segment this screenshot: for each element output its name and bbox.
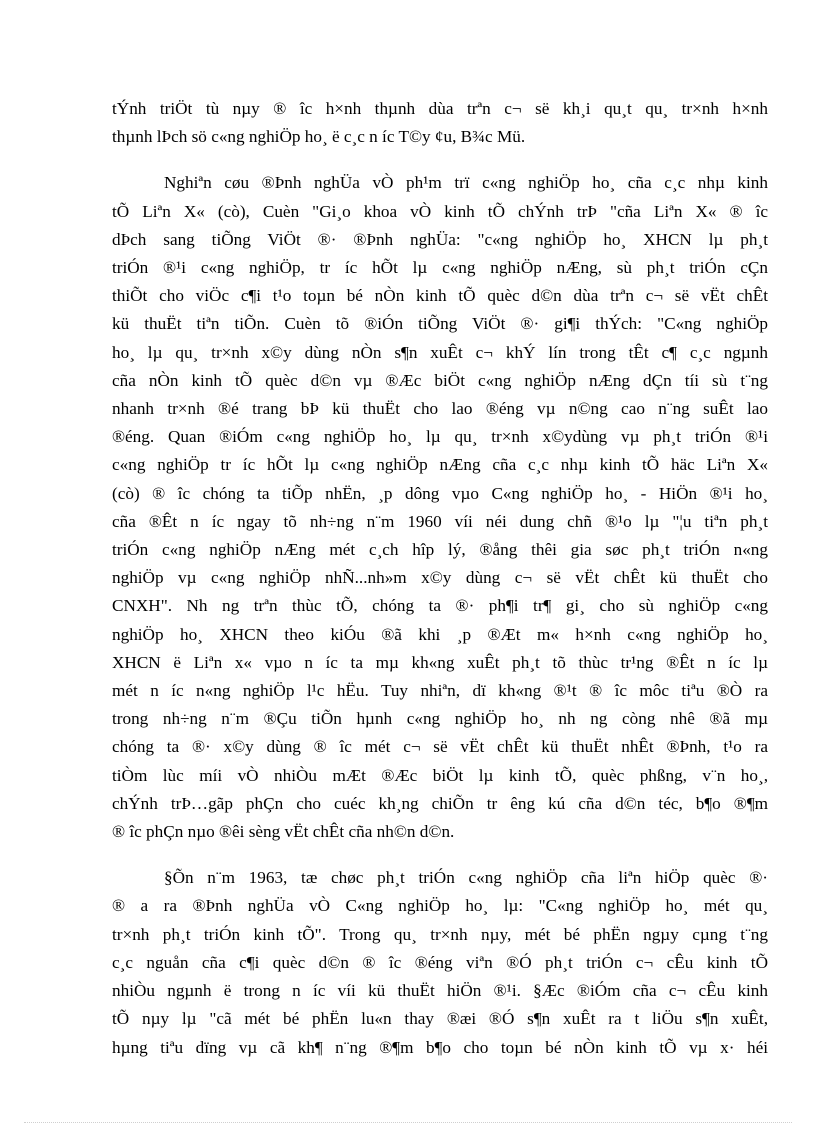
text-line: cña ®Êt n íc ngay tõ nh÷ng n¨m 1960 víi néi dung chñ ®¹o lµ "¦u tiªn ph¸t: [112, 511, 768, 531]
text-line: ® îc phÇn nµo ®êi sèng vËt chÊt cña nh©n d©n.: [112, 822, 455, 842]
document-body: [112, 95, 768, 1062]
text-line: tr×nh ph¸t triÓn kinh tÕ". Trong qu¸ tr×nh nµy, mét bé phËn ngµy cµng t¨ng: [112, 924, 768, 944]
text-line: tiÒm lùc míi vÒ nhiÒu mÆt ®Æc biÖt lµ kinh tÕ, quèc phßng, v¨n ho¸,: [112, 765, 768, 785]
text-line: tÕ Liªn X« (cò), Cuèn "Gi¸o khoa vÒ kinh tÕ chÝnh trÞ "cña Liªn X« ® îc: [112, 201, 768, 221]
text-line: §Õn n¨m 1963, tæ chøc ph¸t triÓn c«ng nghiÖp cña liªn hiÖp quèc ®·: [164, 868, 768, 888]
text-line: triÓn ®¹i c«ng nghiÖp, tr íc hÕt lµ c«ng nghiÖp nÆng, sù ph¸t triÓn cÇn: [112, 258, 768, 278]
text-line: mét n íc n«ng nghiÖp l¹c hËu. Tuy nhiªn, dï kh«ng ®¹t ® îc môc tiªu ®Ò ra: [112, 681, 768, 701]
text-line: chóng ta ®· x©y dùng ® îc mét c¬ së vËt chÊt kü thuËt nhÊt ®Þnh, t¹o ra: [112, 737, 768, 757]
text-line: triÓn c«ng nghiÖp nÆng mét c¸ch hîp lý, ®ång thêi gia søc ph¸t triÓn n«ng: [112, 540, 768, 560]
text-line: thiÕt cho viÖc c¶i t¹o toµn bé nÒn kinh tÕ quèc d©n dùa trªn c¬ së vËt chÊt: [112, 286, 768, 306]
text-line: nghiÖp ho¸ XHCN theo kiÓu ®ã khi ¸p ®Æt m« h×nh c«ng nghiÖp ho¸: [112, 624, 768, 644]
text-line: kü thuËt tiªn tiÕn. Cuèn tõ ®iÓn tiÕng ViÖt ®· gi¶i thÝch: "C«ng nghiÖp: [112, 314, 768, 334]
paragraph-1: [112, 95, 768, 151]
text-line: CNXH". Nh ng trªn thùc tÕ, chóng ta ®· ph¶i tr¶ gi¸ cho sù nghiÖp c«ng: [112, 596, 768, 616]
text-line: (cò) ® îc chóng ta tiÕp nhËn, ¸p dông vµo C«ng nghiÖp ho¸ - HiÖn ®¹i ho¸: [112, 483, 768, 503]
text-line: ho¸ lµ qu¸ tr×nh x©y dùng nÒn s¶n xuÊt c¬ khÝ lín trong tÊt c¶ c¸c ngµnh: [112, 342, 768, 362]
text-line: c¸c nguån cña c¶i quèc d©n ® îc ®éng viªn ®Ó ph¸t triÓn c¬ cÊu kinh tÕ: [112, 952, 768, 972]
text-line: cña nÒn kinh tÕ quèc d©n vµ ®Æc biÖt c«ng nghiÖp nÆng dÇn tíi sù t¨ng: [112, 370, 768, 390]
paragraph-spacer: [112, 151, 768, 169]
text-line: trong nh÷ng n¨m ®Çu tiÕn hµnh c«ng nghiÖp ho¸ nh ng còng nhê ®ã mµ: [112, 709, 768, 729]
text-line: chÝnh trÞ…gãp phÇn cho cuéc kh¸ng chiÕn tr êng kú cña d©n téc, b¶o ®¶m: [112, 793, 768, 813]
text-line: XHCN ë Liªn x« vµo n íc ta mµ kh«ng xuÊt ph¸t tõ thùc tr¹ng ®Êt n íc lµ: [112, 652, 768, 672]
text-line: thµnh lÞch sö c«ng nghiÖp ho¸ ë c¸c n íc T©y ¢u, B¾c Mü.: [112, 127, 526, 147]
text-line: nhanh tr×nh ®é trang bÞ kü thuËt cho lao ®éng vµ n©ng cao n¨ng suÊt lao: [112, 399, 768, 419]
text-line: nhiÒu ngµnh ë trong n íc víi kü thuËt hiÖn ®¹i. §Æc ®iÓm cña c¬ cÊu kinh: [112, 981, 768, 1001]
text-line: ® a ra ®Þnh nghÜa vÒ C«ng nghiÖp ho¸ lµ: "C«ng nghiÖp ho¸ mét qu¸: [112, 896, 768, 916]
text-line: tÝnh triÖt tù nµy ® îc h×nh thµnh dùa trªn c¬ së kh¸i qu¸t qu¸ tr×nh h×nh: [112, 99, 768, 118]
text-line: hµng tiªu dïng vµ cã kh¶ n¨ng ®¶m b¶o cho toµn bé nÒn kinh tÕ vµ x· héi: [112, 1037, 768, 1057]
text-line: dÞch sang tiÕng ViÖt ®· ®Þnh nghÜa: "c«ng nghiÖp ho¸ XHCN lµ ph¸t: [112, 229, 768, 249]
text-line: ®éng. Quan ®iÓm c«ng nghiÖp ho¸ lµ qu¸ tr×nh x©ydùng vµ ph¸t triÓn ®¹i: [112, 427, 768, 447]
text-line: tÕ nµy lµ "cã mét bé phËn lu«n thay ®æi ®Ó s¶n xuÊt ra t liÖu s¶n xuÊt,: [112, 1009, 768, 1029]
text-line: nghiÖp vµ c«ng nghiÖp nhÑ...nh»m x©y dùng c¬ së vËt chÊt kü thuËt cho: [112, 568, 768, 588]
text-line: Nghiªn cøu ®Þnh nghÜa vÒ ph¹m trï c«ng nghiÖp ho¸ cña c¸c nhµ kinh: [164, 173, 768, 193]
text-line: c«ng nghiÖp tr íc hÕt lµ c«ng nghiÖp nÆng cña c¸c nhµ kinh tÕ häc Liªn X«: [112, 455, 768, 475]
paragraph-2: [112, 169, 768, 846]
paragraph-spacer: [112, 846, 768, 864]
paragraph-3: [112, 864, 768, 1061]
